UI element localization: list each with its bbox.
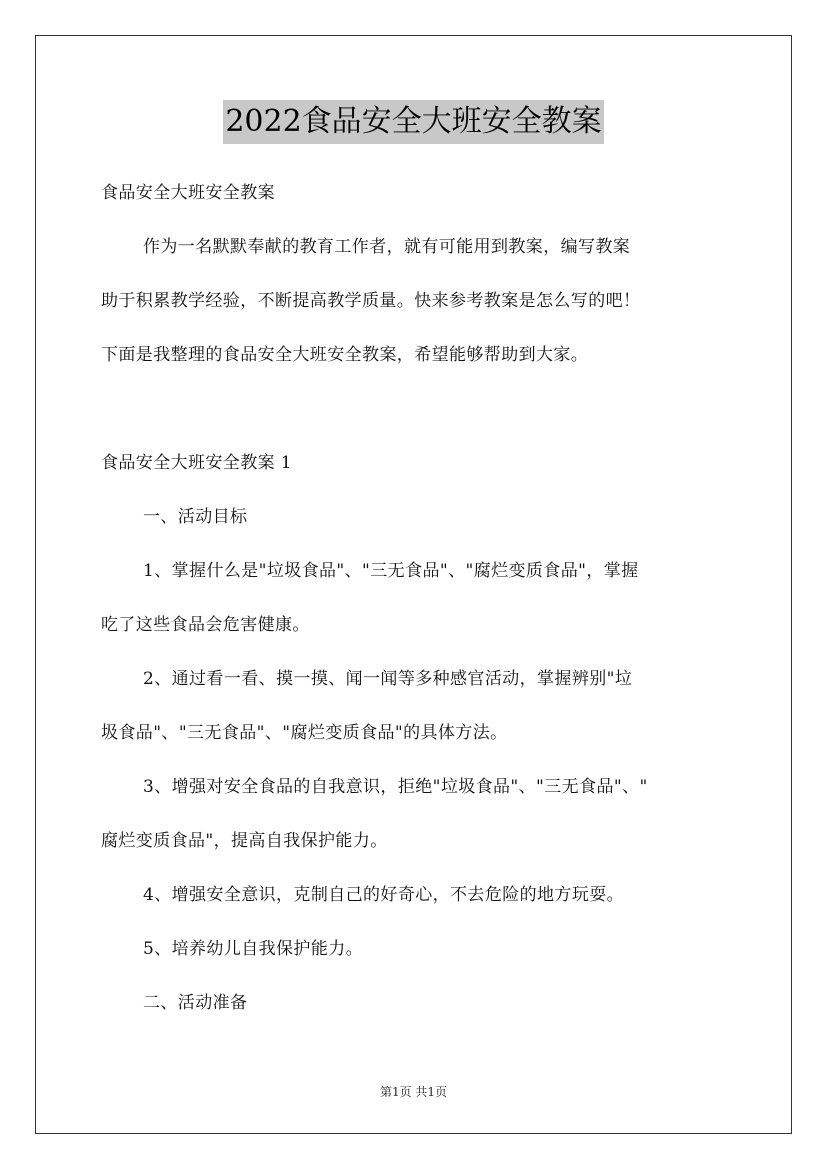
subsection-heading: 一、活动目标 (143, 507, 248, 527)
paragraph-line: 助于积累教学经验，不断提高教学质量。快来参考教案是怎么写的吧！ (101, 291, 641, 311)
subsection-heading: 二、活动准备 (143, 993, 248, 1013)
intro-heading: 食品安全大班安全教案 (101, 183, 275, 203)
paragraph-line: 4、增强安全意识，克制自己的好奇心，不去危险的地方玩耍。 (143, 885, 625, 905)
paragraph-line: 圾食品"、"三无食品"、"腐烂变质食品"的具体方法。 (101, 723, 508, 743)
paragraph-line: 作为一名默默奉献的教育工作者，就有可能用到教案，编写教案 (143, 237, 631, 257)
paragraph-line: 腐烂变质食品"，提高自我保护能力。 (101, 831, 388, 851)
paragraph-line: 下面是我整理的食品安全大班安全教案，希望能够帮助到大家。 (101, 345, 589, 365)
title-container (0, 100, 827, 144)
paragraph-line: 吃了这些食品会危害健康。 (101, 615, 310, 635)
paragraph-line: 1、掌握什么是"垃圾食品"、"三无食品"、"腐烂变质食品"，掌握 (143, 561, 639, 581)
page-footer: 第1页 共1页 (379, 1085, 448, 1099)
document-title: 2022食品安全大班安全教案 (223, 100, 603, 144)
paragraph-line: 2、通过看一看、摸一摸、闻一闻等多种感官活动，掌握辨别"垃 (143, 669, 633, 689)
section-heading: 食品安全大班安全教案 1 (101, 453, 293, 473)
paragraph-line: 3、增强对安全食品的自我意识，拒绝"垃圾食品"、"三无食品"、" (143, 777, 648, 797)
paragraph-line: 5、培养幼儿自我保护能力。 (143, 939, 364, 959)
